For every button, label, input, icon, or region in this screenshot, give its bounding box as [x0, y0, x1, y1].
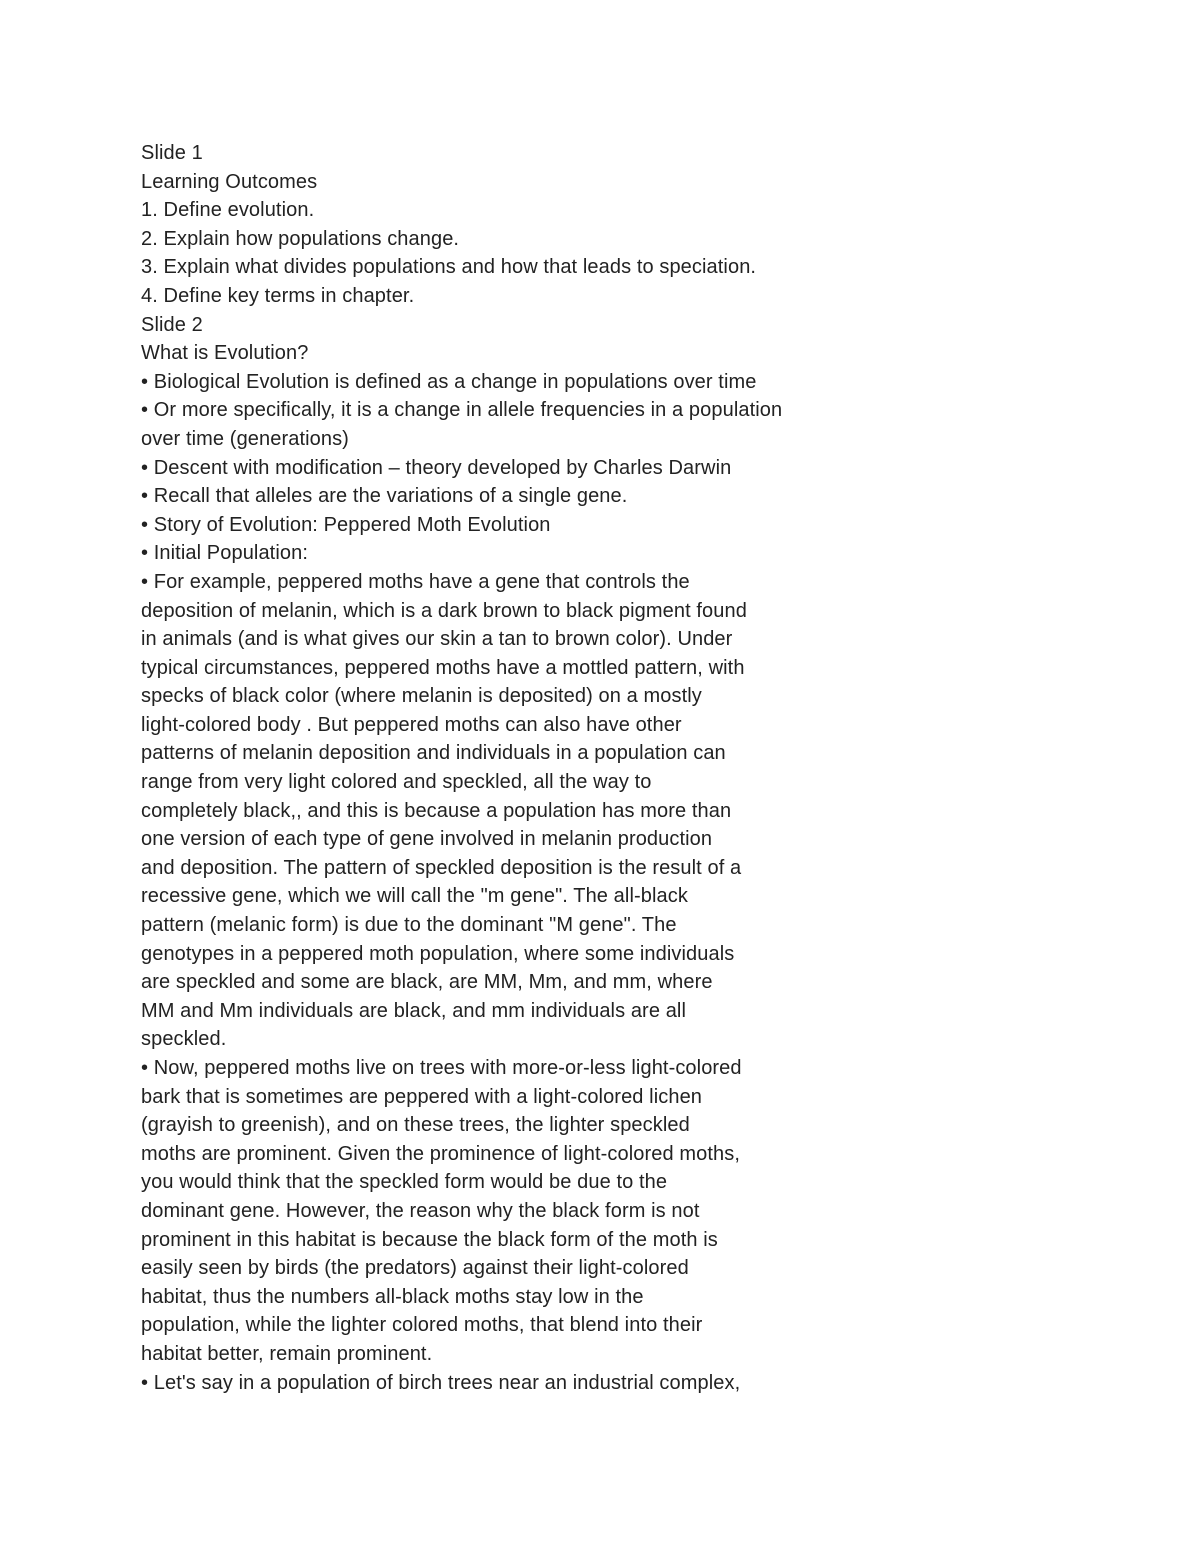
text-line: are speckled and some are black, are MM, Mm, and mm, where: [141, 971, 713, 994]
text-line: prominent in this habitat is because the black form of the moth is: [141, 1228, 718, 1251]
bullet-line: • Story of Evolution: Peppered Moth Evolution: [141, 513, 551, 536]
text-line: in animals (and is what gives our skin a tan to brown color). Under: [141, 628, 733, 651]
text-line: specks of black color (where melanin is deposited) on a mostly: [141, 685, 702, 708]
section-title: What is Evolution?: [141, 342, 309, 365]
text-line: range from very light colored and speckled, all the way to: [141, 771, 652, 794]
bullet-line: • For example, peppered moths have a gene that controls the: [141, 570, 690, 593]
text-line: patterns of melanin deposition and individuals in a population can: [141, 742, 726, 765]
slide-heading: Slide 1: [141, 142, 203, 164]
text-line: over time (generations): [141, 427, 349, 450]
text-line: deposition of melanin, which is a dark brown to black pigment found: [141, 599, 747, 622]
section-title: Learning Outcomes: [141, 170, 318, 193]
text-line: (grayish to greenish), and on these trees, the lighter speckled: [141, 1114, 690, 1137]
text-line: easily seen by birds (the predators) against their light-colored: [141, 1257, 689, 1280]
text-line: MM and Mm individuals are black, and mm individuals are all: [141, 999, 687, 1022]
text-line: habitat better, remain prominent.: [141, 1342, 433, 1365]
text-line: light-colored body . But peppered moths can also have other: [141, 713, 682, 736]
bullet-line: • Or more specifically, it is a change in allele frequencies in a population: [141, 399, 783, 422]
bullet-line: • Descent with modification – theory developed by Charles Darwin: [141, 456, 732, 479]
text-line: pattern (melanic form) is due to the dominant "M gene". The: [141, 914, 677, 937]
text-line: moths are prominent. Given the prominence of light-colored moths,: [141, 1142, 741, 1165]
text-line: you would think that the speckled form would be due to the: [141, 1171, 668, 1194]
bullet-line: • Now, peppered moths live on trees with more-or-less light-colored: [141, 1057, 742, 1079]
text-line: genotypes in a peppered moth population, where some individuals: [141, 942, 735, 965]
outcome-item: 3. Explain what divides populations and how that leads to speciation.: [141, 256, 757, 279]
text-line: speckled.: [141, 1028, 227, 1051]
outcome-item: 1. Define evolution.: [141, 199, 315, 222]
bullet-line: • Initial Population:: [141, 542, 308, 565]
bullet-line: • Let's say in a population of birch trees near an industrial complex,: [141, 1371, 741, 1394]
text-line: habitat, thus the numbers all-black moths stay low in the: [141, 1285, 644, 1308]
text-line: bark that is sometimes are peppered with a light-colored lichen: [141, 1085, 703, 1108]
slide-heading: Slide 2: [141, 313, 203, 336]
text-line: one version of each type of gene involved in melanin production: [141, 828, 713, 851]
outcome-item: 4. Define key terms in chapter.: [141, 284, 415, 307]
text-line: population, while the lighter colored moths, that blend into their: [141, 1314, 703, 1337]
text-line: completely black,, and this is because a population has more than: [141, 799, 732, 822]
text-line: and deposition. The pattern of speckled deposition is the result of a: [141, 856, 742, 879]
text-line: typical circumstances, peppered moths have a mottled pattern, with: [141, 656, 745, 679]
outcome-item: 2. Explain how populations change.: [141, 227, 460, 250]
text-line: dominant gene. However, the reason why the black form is not: [141, 1199, 700, 1222]
bullet-line: • Recall that alleles are the variations of a single gene.: [141, 485, 628, 508]
document-body: [141, 139, 1141, 1397]
bullet-line: • Biological Evolution is defined as a change in populations over time: [141, 370, 757, 393]
text-line: recessive gene, which we will call the "m gene". The all-black: [141, 885, 688, 908]
